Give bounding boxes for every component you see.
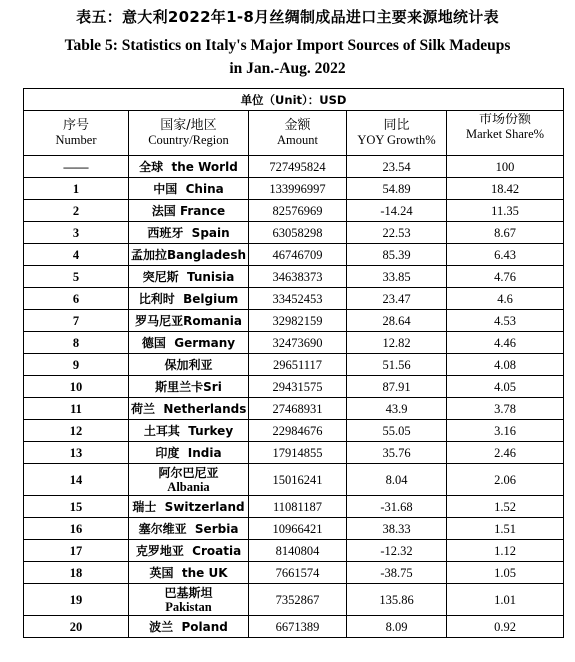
row-yoy: 12.82 <box>347 332 447 354</box>
row-share: 2.06 <box>447 464 564 496</box>
row-number: 16 <box>24 518 129 540</box>
row-share: 2.46 <box>447 442 564 464</box>
table-row <box>24 616 564 638</box>
row-yoy: -14.24 <box>347 200 447 222</box>
row-yoy: 51.56 <box>347 354 447 376</box>
row-country <box>129 584 249 616</box>
row-amount: 15016241 <box>249 464 347 496</box>
row-share: 18.42 <box>447 178 564 200</box>
row-country: 全球 the World <box>129 156 249 178</box>
row-number: 20 <box>24 616 129 638</box>
table-row <box>24 266 564 288</box>
row-country: 英国 the UK <box>129 562 249 584</box>
header-yoy-en: YOY Growth% <box>357 133 436 147</box>
row-share: 1.51 <box>447 518 564 540</box>
row-share: 3.78 <box>447 398 564 420</box>
row-number: 10 <box>24 376 129 398</box>
row-share: 3.16 <box>447 420 564 442</box>
row-share: 4.6 <box>447 288 564 310</box>
row-country: 波兰 Poland <box>129 616 249 638</box>
row-country: 突尼斯 Tunisia <box>129 266 249 288</box>
table-row <box>24 540 564 562</box>
header-share-cn: 市场份额 <box>479 113 532 127</box>
row-country-en: Albania <box>167 479 210 494</box>
row-number: 7 <box>24 310 129 332</box>
header-country-cn: 国家/地区 <box>160 118 217 133</box>
row-number: 18 <box>24 562 129 584</box>
row-amount: 7661574 <box>249 562 347 584</box>
row-yoy: 55.05 <box>347 420 447 442</box>
row-number: 4 <box>24 244 129 266</box>
row-yoy: 43.9 <box>347 398 447 420</box>
row-country: 德国 Germany <box>129 332 249 354</box>
row-number: 11 <box>24 398 129 420</box>
row-country-cn: 巴基斯坦 <box>164 585 213 600</box>
row-share: 8.67 <box>447 222 564 244</box>
row-yoy: 8.09 <box>347 616 447 638</box>
table-row <box>24 562 564 584</box>
row-share: 100 <box>447 156 564 178</box>
title-english-line1: Table 5: Statistics on Italy's Major Import Sources of Silk Madeups <box>64 37 511 54</box>
row-amount: 10966421 <box>249 518 347 540</box>
row-share: 1.52 <box>447 496 564 518</box>
table-row <box>24 464 564 496</box>
row-number: 17 <box>24 540 129 562</box>
unit-label: 单位（Unit）：USD <box>24 89 564 111</box>
row-country: 瑞士 Switzerland <box>129 496 249 518</box>
row-amount: 29651117 <box>249 354 347 376</box>
row-country: 法国 France <box>129 200 249 222</box>
row-amount: 727495824 <box>249 156 347 178</box>
row-number: 3 <box>24 222 129 244</box>
row-yoy: 87.91 <box>347 376 447 398</box>
table-row <box>24 200 564 222</box>
table-row <box>24 244 564 266</box>
row-country-en: Pakistan <box>165 599 212 614</box>
row-amount: 17914855 <box>249 442 347 464</box>
header-number-cn: 序号 <box>62 118 89 133</box>
row-number: 1 <box>24 178 129 200</box>
header-number <box>24 111 129 156</box>
header-yoy <box>347 111 447 156</box>
title-chinese: 表五：意大利2022年1-8月丝绸制成品进口主要来源地统计表 <box>76 8 499 26</box>
table-row <box>24 442 564 464</box>
row-yoy: 38.33 <box>347 518 447 540</box>
row-yoy: 23.54 <box>347 156 447 178</box>
row-number: 14 <box>24 464 129 496</box>
table-row <box>24 376 564 398</box>
row-share: 4.53 <box>447 310 564 332</box>
header-yoy-cn: 同比 <box>383 118 410 133</box>
table-row <box>24 420 564 442</box>
row-yoy: 135.86 <box>347 584 447 616</box>
table-row <box>24 288 564 310</box>
row-yoy: -31.68 <box>347 496 447 518</box>
row-country <box>129 464 249 496</box>
header-amount-cn: 金额 <box>284 118 311 133</box>
row-yoy: -38.75 <box>347 562 447 584</box>
header-country-en: Country/Region <box>148 133 229 147</box>
row-share: 11.35 <box>447 200 564 222</box>
row-share: 6.43 <box>447 244 564 266</box>
row-share: 4.08 <box>447 354 564 376</box>
unit-row <box>24 89 564 111</box>
row-share: 1.05 <box>447 562 564 584</box>
row-yoy: 54.89 <box>347 178 447 200</box>
row-number: 6 <box>24 288 129 310</box>
row-yoy: 23.47 <box>347 288 447 310</box>
header-share <box>447 111 564 156</box>
row-yoy: -12.32 <box>347 540 447 562</box>
header-row <box>24 111 564 156</box>
row-amount: 34638373 <box>249 266 347 288</box>
row-number: 9 <box>24 354 129 376</box>
row-country: 中国 China <box>129 178 249 200</box>
row-country: 塞尔维亚 Serbia <box>129 518 249 540</box>
table-row <box>24 584 564 616</box>
row-country: 克罗地亚 Croatia <box>129 540 249 562</box>
row-country: 保加利亚 <box>129 354 249 376</box>
row-number: 15 <box>24 496 129 518</box>
row-country: 孟加拉Bangladesh <box>129 244 249 266</box>
row-share: 4.46 <box>447 332 564 354</box>
table-row <box>24 310 564 332</box>
row-yoy: 28.64 <box>347 310 447 332</box>
row-yoy: 22.53 <box>347 222 447 244</box>
row-amount: 82576969 <box>249 200 347 222</box>
table-row <box>24 156 564 178</box>
row-country-cn: 阿尔巴尼亚 <box>158 465 219 480</box>
header-amount <box>249 111 347 156</box>
row-amount: 22984676 <box>249 420 347 442</box>
row-amount: 32473690 <box>249 332 347 354</box>
row-number: 8 <box>24 332 129 354</box>
table-row <box>24 178 564 200</box>
row-amount: 63058298 <box>249 222 347 244</box>
row-number: —— <box>24 156 129 178</box>
row-number: 2 <box>24 200 129 222</box>
row-number: 12 <box>24 420 129 442</box>
row-share: 1.12 <box>447 540 564 562</box>
row-share: 4.76 <box>447 266 564 288</box>
table-row <box>24 398 564 420</box>
row-amount: 133996997 <box>249 178 347 200</box>
header-number-en: Number <box>55 133 97 147</box>
row-yoy: 33.85 <box>347 266 447 288</box>
table-row <box>24 354 564 376</box>
row-yoy: 35.76 <box>347 442 447 464</box>
row-country: 比利时 Belgium <box>129 288 249 310</box>
row-number: 13 <box>24 442 129 464</box>
row-yoy: 8.04 <box>347 464 447 496</box>
table-row <box>24 496 564 518</box>
import-sources-table <box>23 88 564 638</box>
row-amount: 29431575 <box>249 376 347 398</box>
row-amount: 46746709 <box>249 244 347 266</box>
row-amount: 32982159 <box>249 310 347 332</box>
row-amount: 33452453 <box>249 288 347 310</box>
row-country: 荷兰 Netherlands <box>129 398 249 420</box>
row-amount: 27468931 <box>249 398 347 420</box>
row-amount: 7352867 <box>249 584 347 616</box>
header-country <box>129 111 249 156</box>
title-english-line2: in Jan.-Aug. 2022 <box>229 60 346 77</box>
row-number: 5 <box>24 266 129 288</box>
row-amount: 8140804 <box>249 540 347 562</box>
row-share: 1.01 <box>447 584 564 616</box>
row-amount: 11081187 <box>249 496 347 518</box>
row-country: 土耳其 Turkey <box>129 420 249 442</box>
row-country: 西班牙 Spain <box>129 222 249 244</box>
table-row <box>24 222 564 244</box>
table-row <box>24 518 564 540</box>
row-country: 罗马尼亚Romania <box>129 310 249 332</box>
header-amount-en: Amount <box>277 133 318 147</box>
row-country: 斯里兰卡Sri <box>129 376 249 398</box>
row-amount: 6671389 <box>249 616 347 638</box>
row-yoy: 85.39 <box>347 244 447 266</box>
row-country: 印度 India <box>129 442 249 464</box>
row-share: 4.05 <box>447 376 564 398</box>
row-share: 0.92 <box>447 616 564 638</box>
header-share-en: Market Share% <box>465 127 545 141</box>
table-row <box>24 332 564 354</box>
row-number: 19 <box>24 584 129 616</box>
